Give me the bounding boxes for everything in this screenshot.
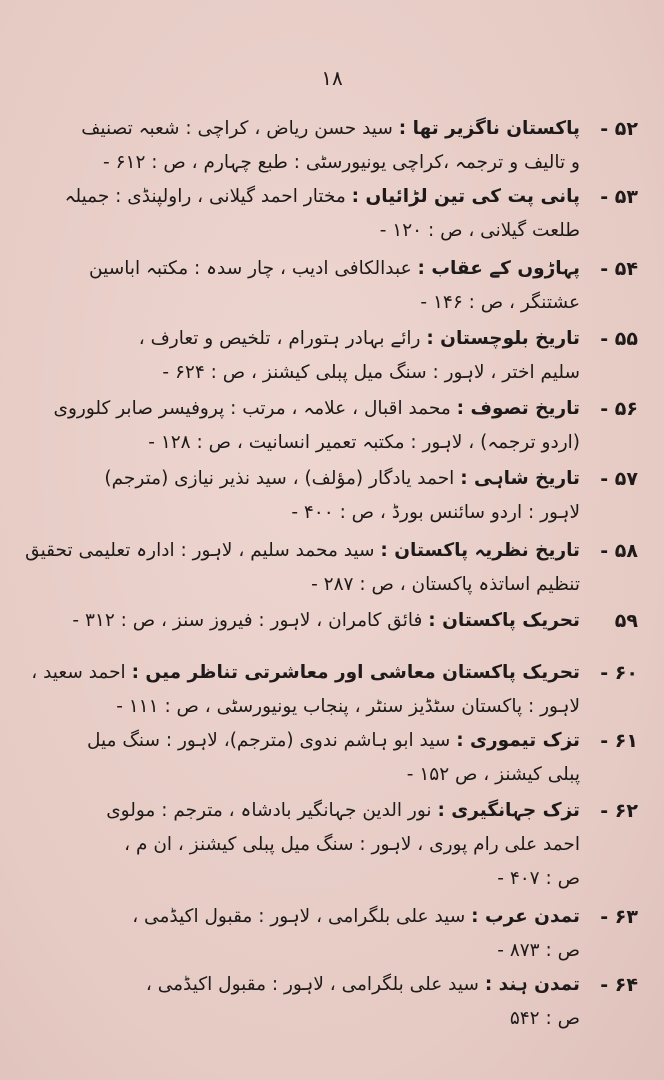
entry-number: ۵۵ - — [600, 328, 638, 350]
entry-number: ۶۴ - — [600, 974, 638, 996]
bibliography-entry — [22, 656, 638, 724]
citation-text: لاہور : پاکستان سٹڈیز سنٹر ، پنجاب یونیورسٹی ، ص : ۱۱۱ - — [116, 696, 580, 717]
entry-line — [22, 1002, 580, 1036]
entry-number: ۵۴ - — [600, 258, 638, 280]
bibliography-entry — [22, 252, 638, 320]
entry-line — [22, 828, 580, 862]
citation-text: ص : ۵۴۲ — [509, 1008, 580, 1029]
entry-text — [22, 900, 580, 968]
bibliography-entry — [22, 604, 638, 638]
entry-text — [22, 534, 580, 602]
entry-line — [22, 146, 580, 180]
book-title: تحریک پاکستان معاشی اور معاشرتی تناظر میں : — [131, 662, 580, 683]
entry-line — [22, 286, 580, 320]
entry-line — [22, 568, 580, 602]
citation-text: فائق کامران ، لاہور : فیروز سنز ، ص : ۳۱۲ - — [72, 610, 423, 631]
entry-line — [22, 252, 580, 286]
entry-line — [22, 112, 580, 146]
citation-text: و تالیف و ترجمہ ،کراچی یونیورسٹی : طبع چہارم ، ص : ۶۱۲ - — [103, 152, 580, 173]
book-title: پانی پت کی تین لڑائیاں : — [351, 186, 580, 207]
entry-text — [22, 656, 580, 724]
entry-line — [22, 604, 580, 638]
entry-line — [22, 462, 580, 496]
entry-text — [22, 112, 580, 180]
bibliography-entry — [22, 462, 638, 530]
book-title: پاکستان ناگزیر تھا : — [398, 118, 580, 139]
entry-line — [22, 758, 580, 792]
entry-text — [22, 462, 580, 530]
citation-text: سید محمد سلیم ، لاہور : ادارہ تعلیمی تحقیق — [25, 540, 375, 561]
entry-number: ۵۳ - — [600, 186, 638, 208]
citation-text: پبلی کیشنز ، ص ۱۵۲ - — [406, 764, 580, 785]
entry-number: ۶۱ - — [600, 730, 638, 752]
entry-number: ۵۸ - — [600, 540, 638, 562]
citation-text: احمد یادگار (مؤلف) ، سید نذیر نیازی (مترجم) — [104, 468, 455, 489]
citation-text: احمد علی رام پوری ، لاہور : سنگ میل پبلی کیشنز ، ان م ، — [124, 834, 580, 855]
citation-text: عشتنگر ، ص : ۱۴۶ - — [420, 292, 580, 313]
entry-line — [22, 180, 580, 214]
entry-text — [22, 322, 580, 390]
citation-text: لاہور : اردو سائنس بورڈ ، ص : ۴۰۰ - — [291, 502, 580, 523]
book-title: پہاڑوں کے عقاب : — [417, 258, 580, 279]
citation-text: ص : ۴۰۷ - — [497, 868, 580, 889]
page-number: ۱۸ — [321, 66, 343, 90]
entry-text — [22, 392, 580, 460]
bibliography-entry — [22, 534, 638, 602]
entry-number: ۶۲ - — [600, 800, 638, 822]
citation-text: عبدالکافی ادیب ، چار سدہ : مکتبہ اباسین — [89, 258, 412, 279]
book-title: تمدن ہند : — [484, 974, 580, 995]
bibliography-entry — [22, 112, 638, 180]
citation-text: نور الدین جہانگیر بادشاہ ، مترجم : مولوی — [106, 800, 432, 821]
entry-line — [22, 392, 580, 426]
citation-text: سلیم اختر ، لاہور : سنگ میل پبلی کیشنز ، ص : ۶۲۴ - — [162, 362, 580, 383]
entry-line — [22, 426, 580, 460]
entry-line — [22, 934, 580, 968]
entry-line — [22, 214, 580, 248]
book-title: تزک تیموری : — [456, 730, 580, 751]
citation-text: سید ابو ہاشم ندوی (مترجم)، لاہور : سنگ میل — [86, 730, 451, 751]
entry-line — [22, 862, 580, 896]
entry-number: ۵۷ - — [600, 468, 638, 490]
book-title: تحریک پاکستان : — [428, 610, 580, 631]
book-title: تاریخ شاہی : — [460, 468, 580, 489]
book-title: تاریخ تصوف : — [456, 398, 580, 419]
entry-text — [22, 604, 580, 638]
citation-text: (اردو ترجمہ) ، لاہور : مکتبہ تعمیر انسانیت ، ص : ۱۲۸ - — [148, 432, 580, 453]
entry-line — [22, 900, 580, 934]
bibliography-entry — [22, 724, 638, 792]
citation-text: تنظیم اساتذہ پاکستان ، ص : ۲۸۷ - — [311, 574, 580, 595]
citation-text: ص : ۸۷۳ - — [497, 940, 580, 961]
bibliography-entry — [22, 968, 638, 1036]
entry-line — [22, 356, 580, 390]
citation-text: طلعت گیلانی ، ص : ۱۲۰ - — [379, 220, 580, 241]
entry-line — [22, 656, 580, 690]
book-title: تاریخ نظریہ پاکستان : — [380, 540, 580, 561]
entry-text — [22, 968, 580, 1036]
entry-line — [22, 968, 580, 1002]
bibliography-entry — [22, 900, 638, 968]
entry-text — [22, 252, 580, 320]
entry-text — [22, 180, 580, 248]
entry-text — [22, 794, 580, 896]
entry-line — [22, 322, 580, 356]
bibliography-entry — [22, 794, 638, 896]
book-title: تمدن عرب : — [471, 906, 580, 927]
citation-text: سید حسن ریاض ، کراچی : شعبہ تصنیف — [81, 118, 393, 139]
book-title: تزک جہانگیری : — [437, 800, 580, 821]
citation-text: سید علی بلگرامی ، لاہور : مقبول اکیڈمی ، — [132, 906, 466, 927]
entry-line — [22, 534, 580, 568]
bibliography-entry — [22, 392, 638, 460]
entry-number: ۵۹ — [614, 610, 638, 632]
entry-line — [22, 690, 580, 724]
citation-text: محمد اقبال ، علامہ ، مرتب : پروفیسر صابر کلوروی — [53, 398, 451, 419]
entry-text — [22, 724, 580, 792]
citation-text: سید علی بلگرامی ، لاہور : مقبول اکیڈمی ، — [145, 974, 479, 995]
citation-text: رائے بہادر ہتورام ، تلخیص و تعارف ، — [138, 328, 421, 349]
entry-number: ۶۰ - — [600, 662, 638, 684]
entry-line — [22, 724, 580, 758]
entry-number: ۵۶ - — [600, 398, 638, 420]
bibliography-entry — [22, 180, 638, 248]
entry-line — [22, 794, 580, 828]
citation-text: مختار احمد گیلانی ، راولپنڈی : جمیلہ — [64, 186, 346, 207]
entry-line — [22, 496, 580, 530]
entry-number: ۵۲ - — [600, 118, 638, 140]
entry-number: ۶۳ - — [600, 906, 638, 928]
citation-text: احمد سعید ، — [31, 662, 126, 683]
book-title: تاریخ بلوچستان : — [426, 328, 580, 349]
bibliography-entry — [22, 322, 638, 390]
